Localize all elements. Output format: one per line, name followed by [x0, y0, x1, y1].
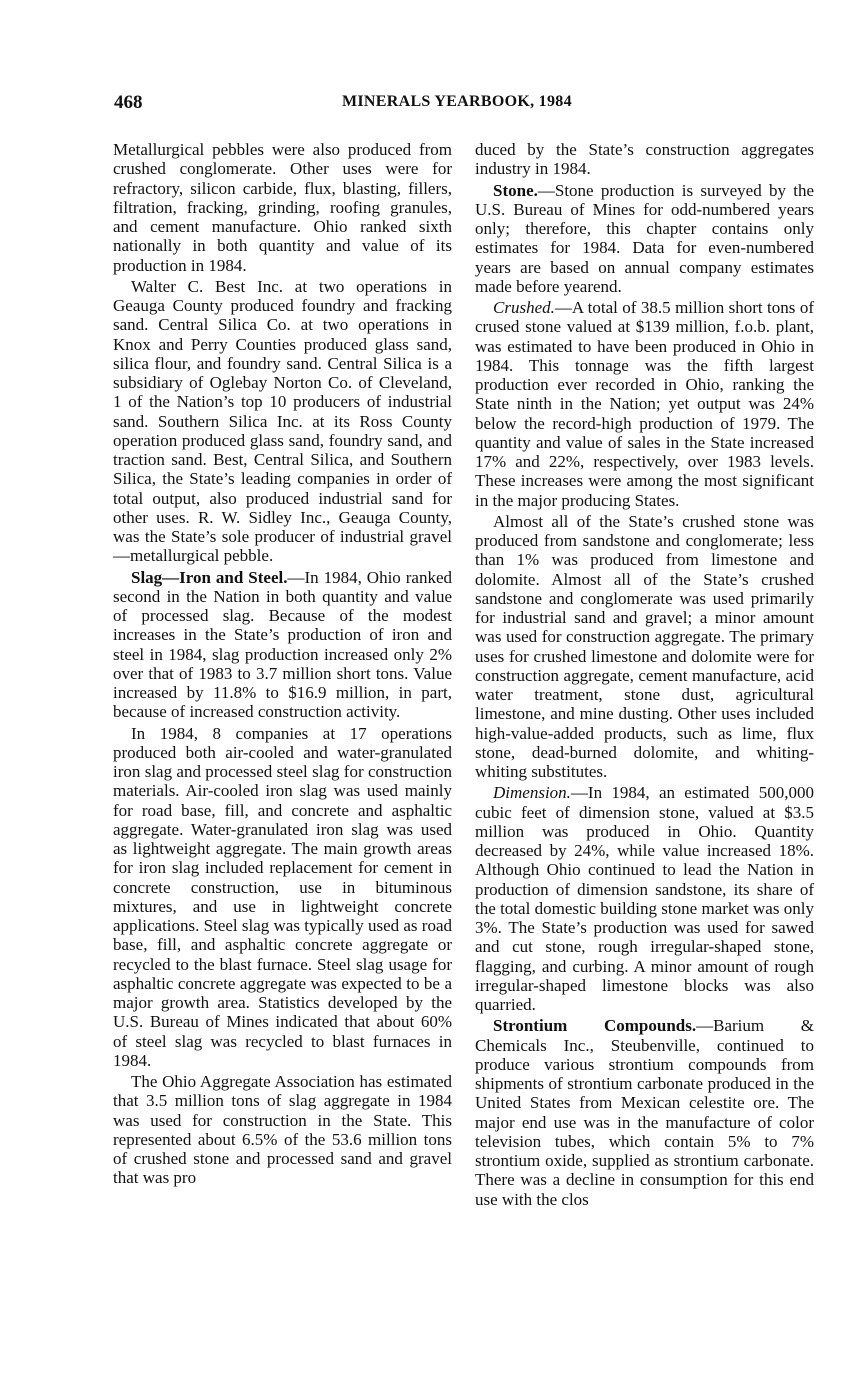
- running-head: MINERALS YEARBOOK, 1984: [342, 93, 572, 110]
- paragraph-stone: [475, 181, 814, 297]
- paragraph-crushed-text: —A total of 38.5 million short tons of crused stone valued at $139 million, f.o.b. plant, was estimated to have been produced in Ohio in 1984. This tonnage was the fifth largest production ever recorded in Ohio, ranking the State ninth in the Nation; yet output was 24% below the record-high production of 1979. The quantity and value of sales in the State increased 17% and 22%, respectively, over 1983 levels. These increases were among the most significant in the major producing States.: [475, 298, 814, 510]
- subsection-heading-crushed: Crushed.: [493, 298, 555, 317]
- paragraph-uses-of-sand: Metallurgical pebbles were also produced from crushed conglomerate. Other uses were for refractory, silicon carbide, flux, blasting, fillers, filtration, fracking, grinding, roofing granules, and cement manufacture. Ohio ranked sixth nationally in both quantity and value of its production in 1984.: [113, 140, 452, 275]
- section-heading-strontium: Strontium Compounds.: [493, 1016, 697, 1036]
- paragraph-aggregate-association: The Ohio Aggregate Association has estimated that 3.5 million tons of slag aggregate in 1984 was used for construction in the State. This represented about 6.5% of the 53.6 million tons of crushed stone and processed sand and gravel that was pro: [113, 1072, 452, 1188]
- paragraph-slag: [113, 568, 452, 722]
- section-heading-stone: Stone.: [493, 180, 538, 200]
- paragraph-slag-companies: In 1984, 8 companies at 17 operations produced both air-cooled and water-granulated iron slag and processed steel slag for construction materials. Air-cooled iron slag was used mainly for road base, fill, and concrete and asphaltic aggregate. Water-granulated iron slag was used as lightweight aggregate. The main growth areas for iron slag included replacement for cement in concrete construction, use in bituminous mixtures, and use in lightweight concrete applications. Steel slag was typically used as road base, fill, and asphaltic concrete aggregate or recycled to the blast furnace. Steel slag usage for asphaltic concrete aggregate was expected to be a major growth area. Statistics developed by the U.S. Bureau of Mines indicated that about 60% of steel slag was recycled to blast furnaces in 1984.: [113, 723, 452, 1070]
- page-number: 468: [114, 92, 143, 113]
- paragraph-strontium: [475, 1016, 814, 1209]
- right-column: [475, 140, 814, 1209]
- paragraph-crushed: [475, 298, 814, 510]
- section-heading-slag: Slag—Iron and Steel.: [131, 567, 288, 587]
- paragraph-slag-text: —In 1984, Ohio ranked second in the Nation in both quantity and value of processed slag. Because of the modest increases in the State’s production of iron and steel in 1984, slag production increased only 2% over that of 1983 to 3.7 million short tons. Value increased by 11.8% to $16.9 million, in part, because of increased construction activity.: [113, 567, 452, 722]
- paragraph-continuation: duced by the State’s construction aggregates industry in 1984.: [475, 140, 814, 179]
- left-column: [113, 140, 452, 1188]
- paragraph-stone-text: —Stone production is surveyed by the U.S. Bureau of Mines for odd-numbered years only; therefore, this chapter contains only estimates for 1984. Data for even-numbered years are based on annual company estimates made before yearend.: [475, 180, 814, 296]
- subsection-heading-dimension: Dimension.: [493, 783, 571, 803]
- page-header: [114, 92, 814, 114]
- paragraph-dimension-text: —In 1984, an estimated 500,000 cubic feet of dimension stone, valued at $3.5 million was produced in Ohio. Quantity decreased by 24%, while value increased 18%. Although Ohio continued to lead the Nation in production of dimension sandstone, its share of the total domestic building stone market was only 3%. The State’s production was used for sawed and cut stone, rough irregular-shaped stone, flagging, and curbing. A minor amount of rough irregular-shaped limestone blocks was also quarried.: [475, 783, 814, 1014]
- paragraph-crushed-uses: Almost all of the State’s crushed stone was produced from sandstone and conglomerate; less than 1% was produced from limestone and dolomite. Almost all of the State’s crushed sandstone and conglomerate was used primarily for industrial sand and gravel; a minor amount was used for construction aggregate. The primary uses for crushed limestone and dolomite were for construction aggregate, cement manufacture, acid water treatment, stone dust, agricultural limestone, and mine dusting. Other uses included high-value-added products, such as lime, flux stone, dead-burned dolomite, and whiting-whiting substitutes.: [475, 511, 814, 781]
- paragraph-producers: Walter C. Best Inc. at two operations in Geauga County produced foundry and fracking sand. Central Silica Co. at two operations in Knox and Perry Counties produced glass sand, silica flour, and foundry sand. Central Silica is a subsidiary of Oglebay Norton Co. of Cleveland, 1 of the Nation’s top 10 producers of industrial sand. Southern Silica Inc. at its Ross County operation produced glass sand, foundry sand, and traction sand. Best, Central Silica, and Southern Silica, the State’s leading companies in order of total output, also produced industrial sand for other uses. R. W. Sidley Inc., Geauga County, was the State’s sole producer of industrial gravel—metallurgical pebble.: [113, 276, 452, 566]
- paragraph-dimension: [475, 783, 814, 1014]
- paragraph-strontium-text: —Barium & Chemicals Inc., Steubenville, continued to produce various strontium compounds from shipments of strontium carbonate produced in the United States from Mexican celestite ore. The major end use was in the manufacture of color television tubes, which contain 5% to 7% strontium oxide, supplied as strontium carbonate. There was a decline in consumption for this end use with the clos: [475, 1016, 814, 1209]
